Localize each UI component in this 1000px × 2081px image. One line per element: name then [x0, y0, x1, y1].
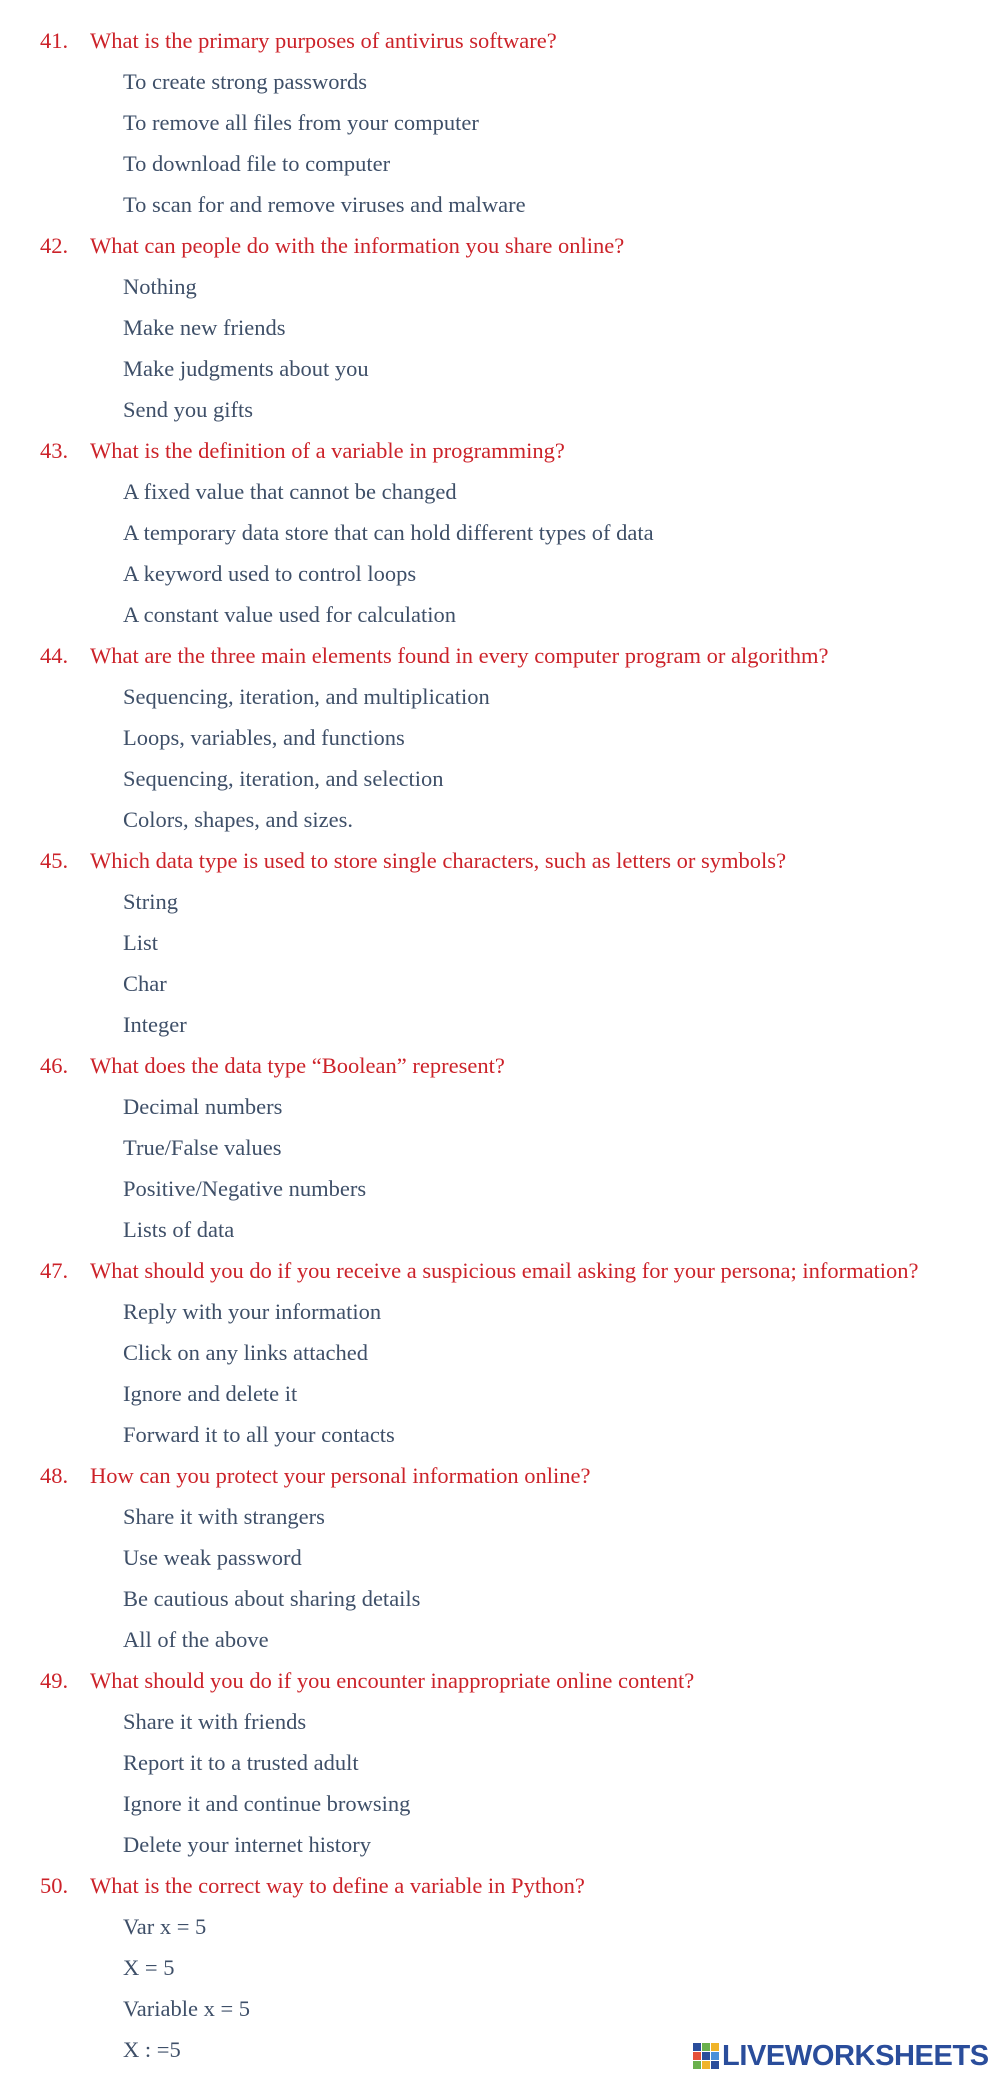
question-block [0, 20, 1000, 225]
answer-option[interactable]: A constant value used for calculation [123, 602, 457, 627]
question-number: 44. [40, 643, 69, 668]
question-text: What is the primary purposes of antivirus software? [90, 28, 557, 53]
question-number: 41. [40, 28, 69, 53]
answer-option[interactable]: List [123, 930, 159, 955]
brand-name: LIVEWORKSHEETS [722, 2039, 989, 2072]
question-line [0, 1660, 1000, 1701]
answer-option[interactable]: String [123, 889, 179, 914]
answer-option[interactable]: Report it to a trusted adult [123, 1750, 359, 1775]
question-line [0, 840, 1000, 881]
answer-option[interactable]: Use weak password [123, 1545, 302, 1570]
question-text: What are the three main elements found in every computer program or algorithm? [90, 643, 829, 668]
question-text: What does the data type “Boolean” represent? [90, 1053, 505, 1078]
answer-option[interactable]: Integer [123, 1012, 187, 1037]
question-block [0, 1660, 1000, 1865]
question-block [0, 635, 1000, 840]
answer-option[interactable]: Make new friends [123, 315, 286, 340]
answer-option[interactable]: Sequencing, iteration, and multiplication [123, 684, 490, 709]
question-line [0, 20, 1000, 61]
answer-option[interactable]: Nothing [123, 274, 197, 299]
answer-option[interactable]: Lists of data [123, 1217, 235, 1242]
answer-option[interactable]: Delete your internet history [123, 1832, 372, 1857]
answer-option[interactable]: Share it with friends [123, 1709, 307, 1734]
answer-option[interactable]: Positive/Negative numbers [123, 1176, 367, 1201]
question-text: What is the correct way to define a variable in Python? [90, 1873, 585, 1898]
question-line [0, 225, 1000, 266]
question-line [0, 1250, 1000, 1291]
question-line [0, 430, 1000, 471]
answer-option[interactable]: To download file to computer [123, 151, 391, 176]
answer-option[interactable]: Char [123, 971, 167, 996]
question-text: Which data type is used to store single characters, such as letters or symbols? [90, 848, 787, 873]
answer-option[interactable]: Ignore it and continue browsing [123, 1791, 411, 1816]
answer-option[interactable]: All of the above [123, 1627, 269, 1652]
answer-option[interactable]: To scan for and remove viruses and malware [123, 192, 526, 217]
question-line [0, 1455, 1000, 1496]
question-block [0, 840, 1000, 1045]
answer-option[interactable]: Variable x = 5 [123, 1996, 251, 2021]
question-number: 50. [40, 1873, 69, 1898]
liveworksheets-brand [693, 2038, 989, 2074]
answer-option[interactable]: To remove all files from your computer [123, 110, 479, 135]
question-text: What should you do if you receive a suspicious email asking for your persona; information? [90, 1258, 919, 1283]
question-number: 45. [40, 848, 69, 873]
answer-option[interactable]: Sequencing, iteration, and selection [123, 766, 444, 791]
question-line [0, 1865, 1000, 1906]
answer-option[interactable]: X = 5 [123, 1955, 175, 1980]
question-block [0, 1250, 1000, 1455]
question-number: 47. [40, 1258, 69, 1283]
answer-option[interactable]: To create strong passwords [123, 69, 367, 94]
answer-option[interactable]: True/False values [123, 1135, 282, 1160]
question-text: What can people do with the information you share online? [90, 233, 625, 258]
question-block [0, 225, 1000, 430]
question-number: 42. [40, 233, 69, 258]
question-line [0, 635, 1000, 676]
answer-option[interactable]: Be cautious about sharing details [123, 1586, 421, 1611]
answer-option[interactable]: Share it with strangers [123, 1504, 325, 1529]
answer-option[interactable]: A temporary data store that can hold different types of data [123, 520, 654, 545]
question-block [0, 430, 1000, 635]
question-text: How can you protect your personal information online? [90, 1463, 591, 1488]
liveworksheets-logo-icon [693, 2043, 719, 2069]
question-text: What is the definition of a variable in programming? [90, 438, 565, 463]
question-number: 46. [40, 1053, 69, 1078]
quiz-list [0, 20, 1000, 2070]
answer-option[interactable]: X : =5 [123, 2037, 181, 2062]
question-block [0, 1455, 1000, 1660]
answer-option[interactable]: Var x = 5 [123, 1914, 207, 1939]
answer-option[interactable]: A keyword used to control loops [123, 561, 417, 586]
question-line [0, 1045, 1000, 1086]
question-number: 49. [40, 1668, 69, 1693]
answer-option[interactable]: Reply with your information [123, 1299, 382, 1324]
answer-option[interactable]: Click on any links attached [123, 1340, 368, 1365]
answer-option[interactable]: Forward it to all your contacts [123, 1422, 395, 1447]
answer-option[interactable]: Colors, shapes, and sizes. [123, 807, 353, 832]
question-number: 43. [40, 438, 69, 463]
answer-option[interactable]: Loops, variables, and functions [123, 725, 405, 750]
question-number: 48. [40, 1463, 69, 1488]
answer-option[interactable]: Make judgments about you [123, 356, 369, 381]
answer-option[interactable]: Send you gifts [123, 397, 254, 422]
question-block [0, 1045, 1000, 1250]
answer-option[interactable]: A fixed value that cannot be changed [123, 479, 457, 504]
question-text: What should you do if you encounter inappropriate online content? [90, 1668, 695, 1693]
answer-option[interactable]: Decimal numbers [123, 1094, 283, 1119]
answer-option[interactable]: Ignore and delete it [123, 1381, 298, 1406]
